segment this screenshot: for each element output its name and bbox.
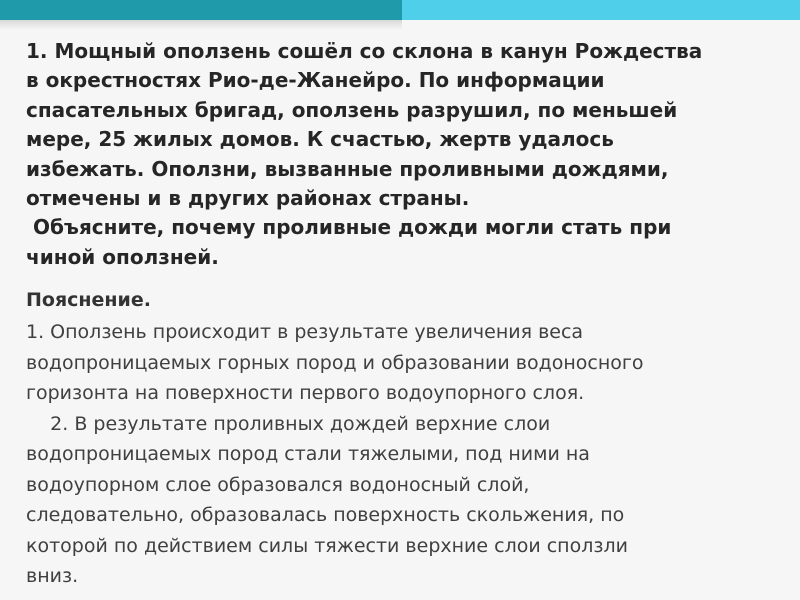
question-line: избежать. Оползни, вызванные проливными дождями, [26, 156, 669, 181]
question-line: чиной оползней. [26, 244, 219, 269]
answer-line: следовательно, образовалась поверхность скольжения, по [26, 504, 625, 526]
answer-title: Пояснение. [26, 289, 151, 311]
answer-line: вниз. [26, 565, 79, 587]
header-bar [0, 0, 800, 20]
question-text [26, 37, 780, 272]
answer-line: водопроницаемых пород стали тяжелыми, под ними на [26, 443, 590, 465]
answer-line: 2. В результате проливных дождей верхние слои [26, 412, 551, 435]
header-shadow [0, 20, 402, 30]
question-line: в окрестностях Рио-де-Жанейро. По информации [26, 68, 605, 93]
header-bar-light-segment [402, 0, 800, 20]
question-line: спасательных бригад, оползень разрушил, по меньшей [26, 97, 678, 122]
question-line: отмечены и в других районах страны. [26, 186, 470, 211]
question-line: 1. Мощный оползень сошёл со склона в канун Рождества [26, 39, 703, 63]
question-line: Объясните, почему проливные дожди могли стать при [26, 215, 672, 240]
answer-line: горизонта на поверхности первого водоупорного слоя. [26, 382, 585, 404]
answer-line: водопроницаемых горных пород и образовании водоносного [26, 351, 644, 374]
answer-line: которой по действием силы тяжести верхние слои сползли [26, 534, 628, 557]
answer-line: 1. Оползень происходит в результате увеличения веса [26, 321, 584, 343]
question-line: мере, 25 жилых домов. К счастью, жертв удалось [26, 127, 614, 152]
header-bar-dark-segment [0, 0, 402, 20]
answer-line: водоупорном слое образовался водоносный слой, [26, 473, 530, 496]
answer-text [26, 317, 786, 592]
